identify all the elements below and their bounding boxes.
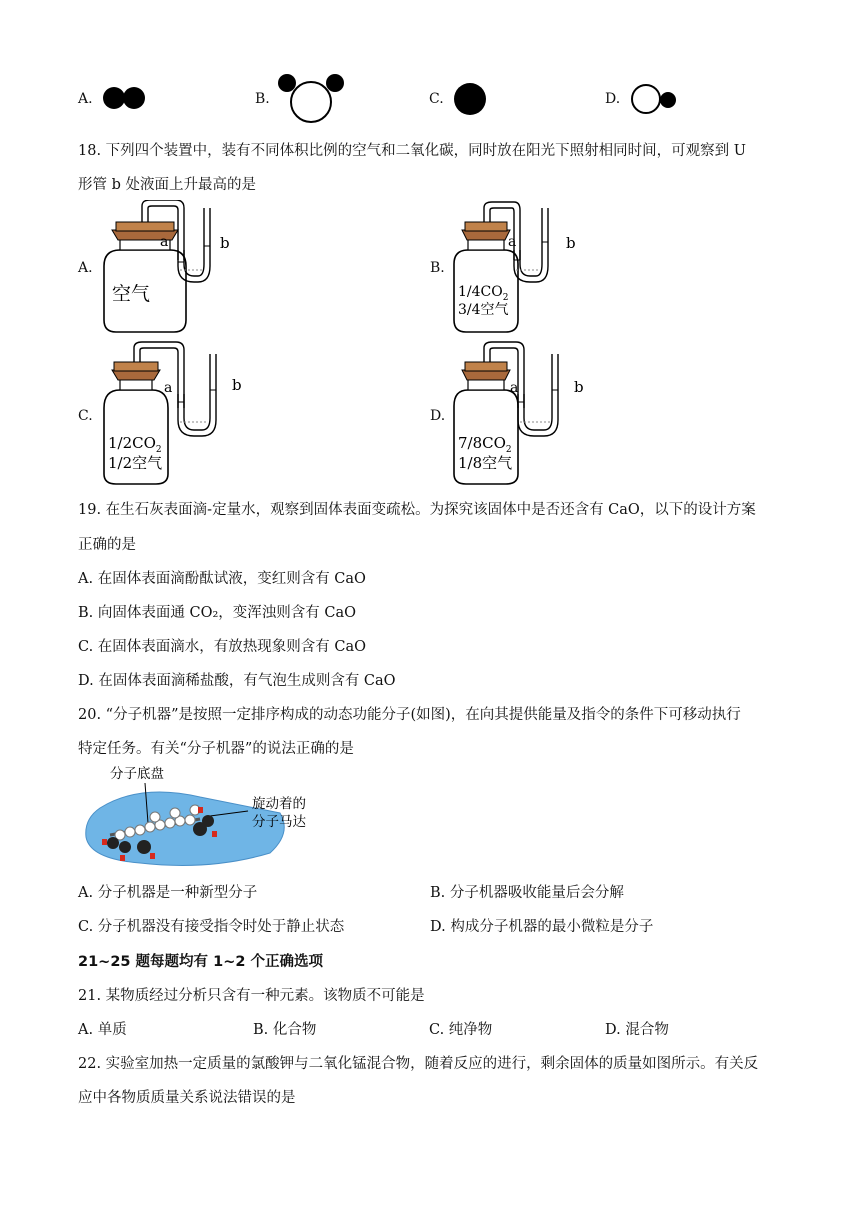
- q21-option-a: A. 单质: [78, 1022, 127, 1038]
- svg-text:b: b: [232, 376, 242, 394]
- q17-option-a-label: A.: [78, 91, 93, 107]
- q18-a-gas-label: 空气: [112, 283, 151, 305]
- q19-option-a: A. 在固体表面滴酚酞试液，变红则含有 CaO: [78, 571, 366, 587]
- svg-text:b: b: [574, 378, 584, 396]
- white-and-black-atom-icon: [628, 83, 680, 115]
- q19-stem-line-1: 19. 在生石灰表面滴-定量水，观察到固体表面变疏松。为探究该固体中是否还含有 CaO，以下的设计方案: [78, 502, 756, 518]
- q21-option-c: C. 纯净物: [429, 1022, 493, 1038]
- q20-stem-line-2: 特定任务。有关“分子机器”的说法正确的是: [78, 741, 354, 757]
- q19-stem-line-2: 正确的是: [78, 537, 136, 553]
- q18-apparatus-a: [98, 200, 248, 336]
- q20-option-a: A. 分子机器是一种新型分子: [78, 885, 258, 901]
- svg-text:1/2CO2: $1/2CO_2$: [108, 434, 162, 455]
- tube-label-a: a: [160, 234, 169, 250]
- q18-apparatus-d: [450, 338, 600, 488]
- q18-option-c-label: C.: [78, 408, 93, 424]
- q20-option-d: D. 构成分子机器的最小微粒是分子: [430, 919, 654, 935]
- q18-stem-line-1: 18. 下列四个装置中，装有不同体积比例的空气和二氧化碳，同时放在阳光下照射相同时间，可观察到 U: [78, 143, 746, 159]
- q18-apparatus-c: [98, 338, 258, 488]
- q17-option-c-label: C.: [429, 91, 444, 107]
- svg-text:a: a: [508, 234, 517, 250]
- q18-option-b-label: B.: [430, 260, 445, 276]
- q18-option-d-label: D.: [430, 408, 446, 424]
- q20-option-b: B. 分子机器吸收能量后会分解: [430, 885, 624, 901]
- svg-text:a: a: [164, 380, 173, 396]
- q22-stem-line-1: 22. 实验室加热一定质量的氯酸钾与二氧化锰混合物，随着反应的进行，剩余固体的质量如图所示。有关反: [78, 1056, 759, 1072]
- tube-label-b: b: [220, 234, 230, 252]
- figure-label-chassis: 分子底盘: [110, 766, 164, 782]
- two-black-atoms-icon: [100, 83, 150, 113]
- q17-option-b-label: B.: [255, 91, 270, 107]
- svg-text:7/8CO2: $7/8CO_2$: [458, 434, 512, 455]
- svg-text:a: a: [510, 380, 519, 396]
- q18-apparatus-b: [450, 200, 600, 336]
- svg-text:1/4CO2: $1/4CO_2$: [458, 284, 509, 303]
- q21-stem: 21. 某物质经过分析只含有一种元素。该物质不可能是: [78, 988, 425, 1004]
- section-heading: 21~25 题每题均有 1~2 个正确选项: [78, 954, 323, 970]
- q21-option-d: D. 混合物: [605, 1022, 669, 1038]
- q22-stem-line-2: 应中各物质质量关系说法错误的是: [78, 1090, 296, 1106]
- q18-option-a-label: A.: [78, 260, 93, 276]
- q19-option-b: B. 向固体表面通 CO₂，变浑浊则含有 CaO: [78, 605, 357, 621]
- figure-label-motor-1: 旋动着的: [252, 796, 306, 812]
- white-atom-with-two-black-atoms-icon: [276, 72, 346, 126]
- q20-stem-line-1: 20. “分子机器”是按照一定排序构成的动态功能分子(如图)，在向其提供能量及指令的条件下可移动执行: [78, 707, 741, 723]
- svg-text:1/2空气: 1/2空气: [108, 454, 163, 472]
- q20-option-c: C. 分子机器没有接受指令时处于静止状态: [78, 919, 345, 935]
- q19-option-c: C. 在固体表面滴水，有放热现象则含有 CaO: [78, 639, 367, 655]
- figure-label-motor-2: 分子马达: [252, 814, 306, 830]
- svg-text:3/4空气: 3/4空气: [458, 302, 509, 318]
- svg-text:b: b: [566, 234, 576, 252]
- single-black-atom-icon: [450, 82, 490, 116]
- q18-stem-line-2: 形管 b 处液面上升最高的是: [78, 177, 256, 193]
- q17-option-d-label: D.: [605, 91, 621, 107]
- svg-text:1/8空气: 1/8空气: [458, 454, 513, 472]
- molecular-machine-figure: [80, 763, 340, 873]
- q21-option-b: B. 化合物: [253, 1022, 317, 1038]
- q19-option-d: D. 在固体表面滴稀盐酸，有气泡生成则含有 CaO: [78, 673, 396, 689]
